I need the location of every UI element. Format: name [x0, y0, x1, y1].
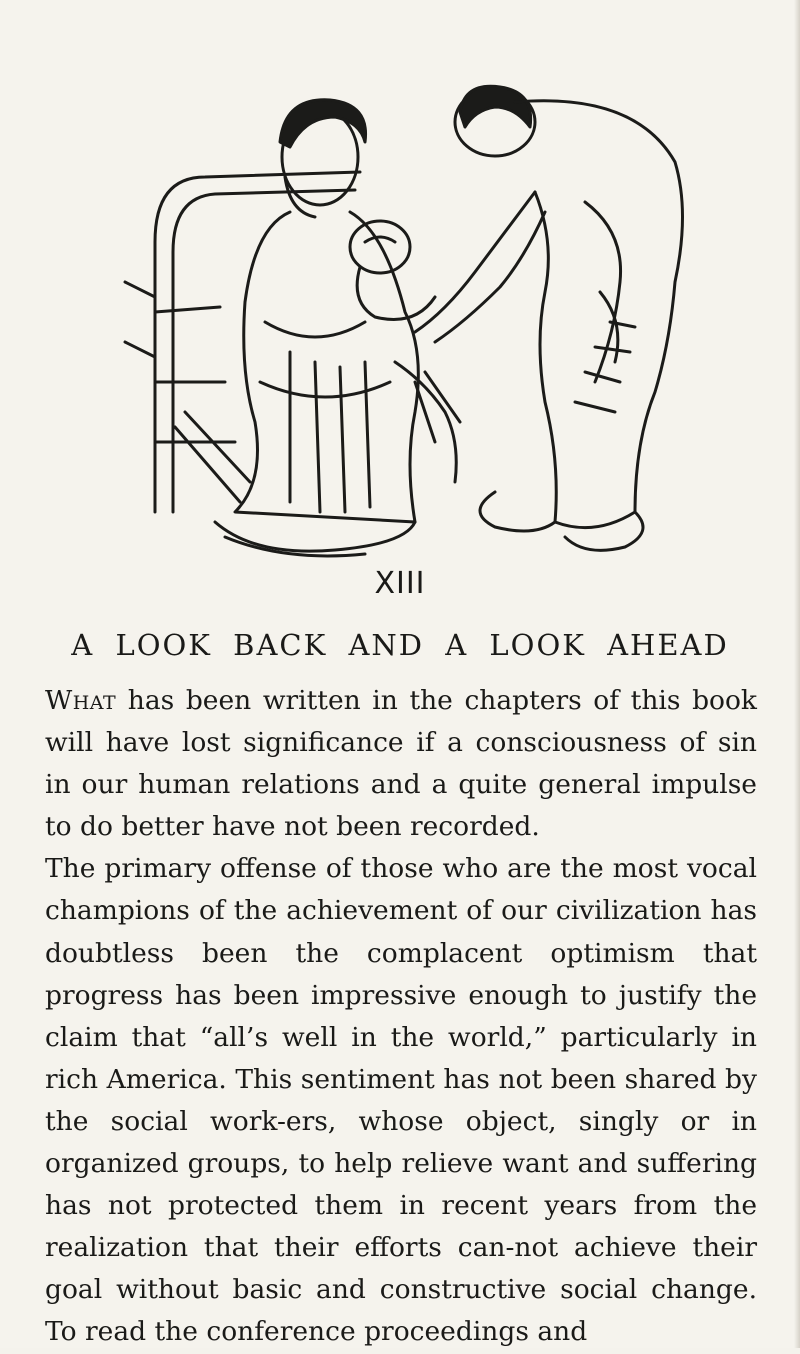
paragraph-1 — [45, 680, 757, 848]
paragraph-1-text: has been written in the chapters of this book will have lost significance if a consciousness of sin in our human relations and a quite general impulse to do better have not been recorded. — [45, 685, 757, 843]
paragraph-2: The primary offense of those who are the most vocal champions of the achievement of our civilization has doubtless been the complacent optimism that progress has been impressive enough to justify the claim that “all’s well in the world,” particularly in rich America. This sentiment has not been shared by the social work-ers, whose object, singly or in organized groups, to help relieve want and suffering has not protected them in recent years from the realization that their efforts can-not achieve their goal without basic and constructive social change. To read the conference proceedings and — [45, 853, 757, 1348]
chapter-title: A LOOK BACK AND A LOOK AHEAD — [71, 628, 729, 662]
mother-dress — [235, 212, 418, 522]
body-text — [45, 680, 757, 1354]
mother-child-nurse-illustration — [115, 82, 695, 562]
nurse-body — [515, 101, 683, 528]
paragraph-lead-word: What — [45, 685, 117, 716]
chapter-number: XIII — [374, 566, 426, 601]
page-edge — [794, 0, 800, 1348]
